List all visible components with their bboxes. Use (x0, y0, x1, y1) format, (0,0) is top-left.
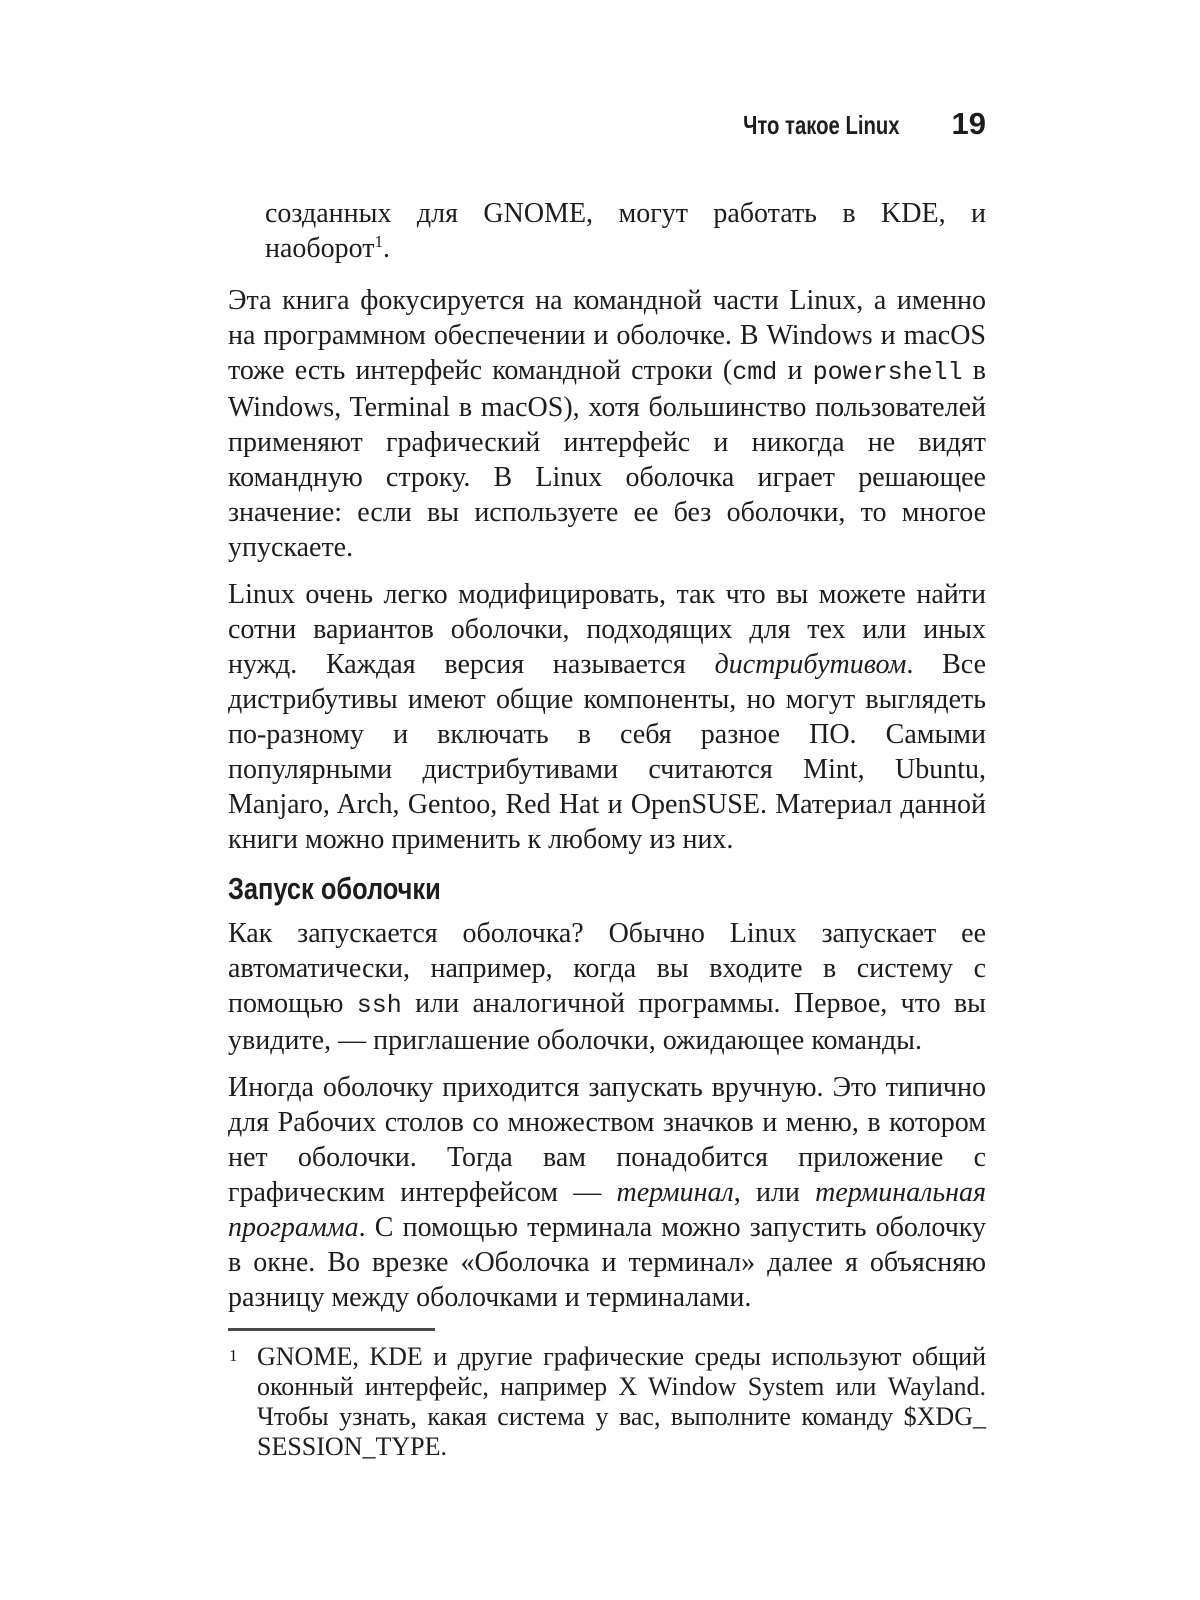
body-text: Linux очень легко модифицировать, так что вы можете найти сотни вариантов оболочки, подходящих для тех или иных нужд. Каждая версия называется (228, 579, 986, 680)
footnote (228, 1342, 986, 1462)
page-number: 19 (951, 106, 986, 141)
body-text: Эта книга фокусируется на командной части Linux, а именно на программном обеспечении и оболочке. В Windows и macOS тоже есть интерфейс командной строки ( (228, 285, 986, 386)
footnote-command-part1: $XDG_ (903, 1402, 986, 1431)
inline-code-powershell: powershell (812, 358, 963, 387)
footnote-marker: 1 (229, 1346, 238, 1365)
paragraph-manual-start (228, 1070, 986, 1315)
footnote-command-part2: SESSION_TYPE. (257, 1432, 447, 1461)
body-text: и (777, 355, 813, 386)
body-text: в Windows, Terminal в macOS), хотя большинство пользователей применяют графический интерфейс и никогда не видят командную строку. В Linux оболочка играет решающее значение: если вы используете ее без оболочки, то многое упускаете. (228, 355, 987, 563)
body-text: . (383, 233, 391, 264)
running-title: Что такое Linux (743, 110, 900, 140)
section-heading: Запуск оболочки (228, 871, 441, 906)
body-text: Иногда оболочку приходится запускать вручную. Это типично для Рабочих столов со множеством значков и меню, в котором нет оболочки. Тогда вам понадобится приложение с графическим интерфейсом — (228, 1072, 986, 1208)
footnote-text-segment: GNOME, KDE и другие графические среды используют общий оконный интерфейс, например X Window System или Wayland. Чтобы узнать, какая система у вас, выполните команду (257, 1342, 986, 1431)
footnote-separator (228, 1328, 435, 1331)
text-column (228, 196, 986, 1327)
body-text: созданных для GNOME, могут работать в KDE, и наоборот (265, 198, 986, 264)
body-text: , или (733, 1177, 816, 1208)
footnote-area (228, 1328, 986, 1462)
body-text: или аналогичной программы. Первое, что вы увидите, — приглашение оболочки, ожидающее команды. (228, 988, 986, 1056)
inline-code-cmd: cmd (732, 358, 778, 387)
inline-code-ssh: ssh (356, 991, 402, 1020)
paragraph-continuation (228, 196, 986, 266)
page-header (228, 106, 986, 142)
footnote-text (257, 1342, 986, 1461)
body-text: . Все дистрибутивы имеют общие компоненты, но могут выглядеть по-разному и включать в себя разное ПО. Самыми популярными дистрибутивами считаются Mint, Ubuntu, Manjaro, Arch, Gentoo, Red Hat и OpenSUSE. Материал данной книги можно применить к любому из них. (228, 649, 987, 855)
italic-term-terminal-program: терминальная программа (228, 1177, 986, 1243)
body-text: . С помощью терминала можно запустить оболочку в окне. Во врезке «Оболочка и терминал» далее я объясняю разницу между оболочками и терминалами. (228, 1212, 986, 1313)
body-text: Как запускается оболочка? Обычно Linux запускает ее автоматически, например, когда вы входите в систему с помощью (228, 918, 986, 1019)
paragraph-shell-start (228, 916, 986, 1058)
paragraph-book-focus (228, 283, 986, 565)
italic-term-distribution: дистрибутивом (714, 649, 907, 680)
italic-term-terminal: терминал (616, 1177, 734, 1208)
paragraph-distributions (228, 577, 986, 857)
footnote-reference: 1 (374, 232, 384, 251)
